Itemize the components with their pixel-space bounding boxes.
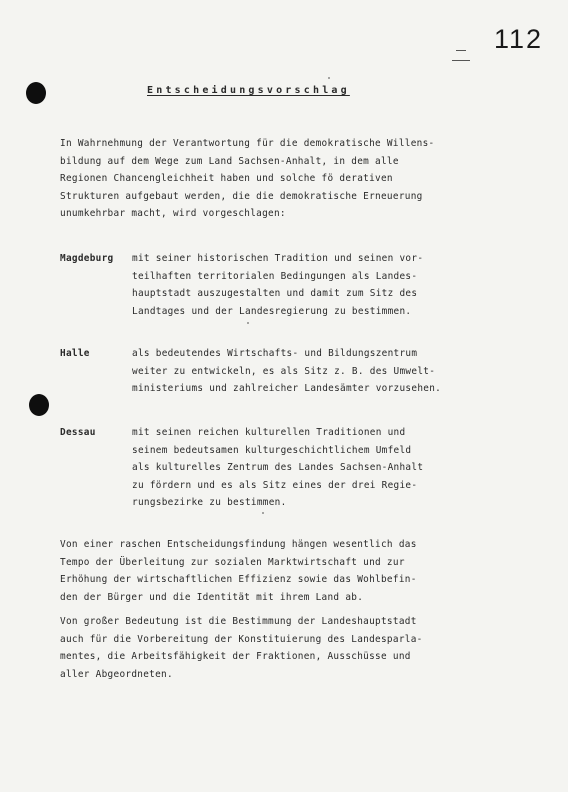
- closing-line: aller Abgeordneten.: [60, 668, 173, 680]
- city-line: ministeriums und zahlreicher Landesämter vorzusehen.: [132, 383, 442, 395]
- intro-line: Strukturen aufgebaut werden, die die demokratische Erneuerung: [60, 190, 423, 202]
- closing-line: Erhöhung der wirtschaftlichen Effizienz sowie das Wohlbefin-: [60, 574, 417, 586]
- scan-speck: [262, 512, 264, 514]
- city-line: mit seiner historischen Tradition und seinen vor-: [132, 253, 424, 264]
- closing-paragraph-1: [60, 536, 417, 606]
- page-number: 112: [494, 24, 544, 54]
- closing-line: Von einer raschen Entscheidungsfindung hängen wesentlich das: [60, 539, 417, 550]
- corner-mark: [452, 60, 470, 61]
- city-line: seinem bedeutsamen kulturgeschichtlichem Umfeld: [132, 444, 412, 456]
- city-text-halle: [132, 345, 441, 398]
- city-text-magdeburg: [132, 250, 423, 320]
- closing-line: mentes, die Arbeitsfähigkeit der Fraktionen, Ausschüsse und: [60, 651, 411, 663]
- city-label-magdeburg: Magdeburg: [60, 253, 114, 264]
- city-line: Landtages und der Landesregierung zu bestimmen.: [132, 305, 412, 317]
- city-line: als kulturelles Zentrum des Landes Sachsen-Anhalt: [132, 462, 424, 474]
- city-label-dessau: Dessau: [60, 427, 96, 438]
- scan-speck: [328, 77, 330, 79]
- corner-mark: [456, 50, 466, 51]
- intro-line: bildung auf dem Wege zum Land Sachsen-Anhalt, in dem alle: [60, 155, 399, 167]
- closing-line: Von großer Bedeutung ist die Bestimmung der Landeshauptstadt: [60, 616, 417, 627]
- punch-hole: [29, 394, 49, 416]
- intro-line: Regionen Chancengleichheit haben und solche fö derativen: [60, 173, 393, 185]
- city-line: hauptstadt auszugestalten und damit zum Sitz des: [132, 288, 418, 300]
- closing-line: auch für die Vorbereitung der Konstituierung des Landesparla-: [60, 633, 423, 645]
- document-title: Entscheidungsvorschlag: [147, 85, 350, 96]
- intro-line: In Wahrnehmung der Verantwortung für die demokratische Willens-: [60, 138, 435, 149]
- city-label-halle: Halle: [60, 348, 90, 359]
- city-line: mit seinen reichen kulturellen Traditionen und: [132, 427, 406, 438]
- city-line: weiter zu entwickeln, es als Sitz z. B. des Umwelt-: [132, 365, 436, 377]
- city-line: zu fördern und es als Sitz eines der drei Regie-: [132, 479, 418, 491]
- intro-paragraph: [60, 135, 435, 223]
- punch-hole: [26, 82, 46, 104]
- closing-line: den der Bürger und die Identität mit ihrem Land ab.: [60, 591, 364, 603]
- scan-speck: [247, 322, 249, 324]
- closing-paragraph-2: [60, 613, 423, 683]
- city-line: teilhaften territorialen Bedingungen als Landes-: [132, 270, 418, 282]
- closing-line: Tempo der Überleitung zur sozialen Marktwirtschaft und zur: [60, 556, 405, 568]
- intro-line: unumkehrbar macht, wird vorgeschlagen:: [60, 208, 286, 220]
- city-text-dessau: [132, 424, 423, 512]
- city-line: rungsbezirke zu bestimmen.: [132, 497, 287, 509]
- city-line: als bedeutendes Wirtschafts- und Bildungszentrum: [132, 348, 418, 359]
